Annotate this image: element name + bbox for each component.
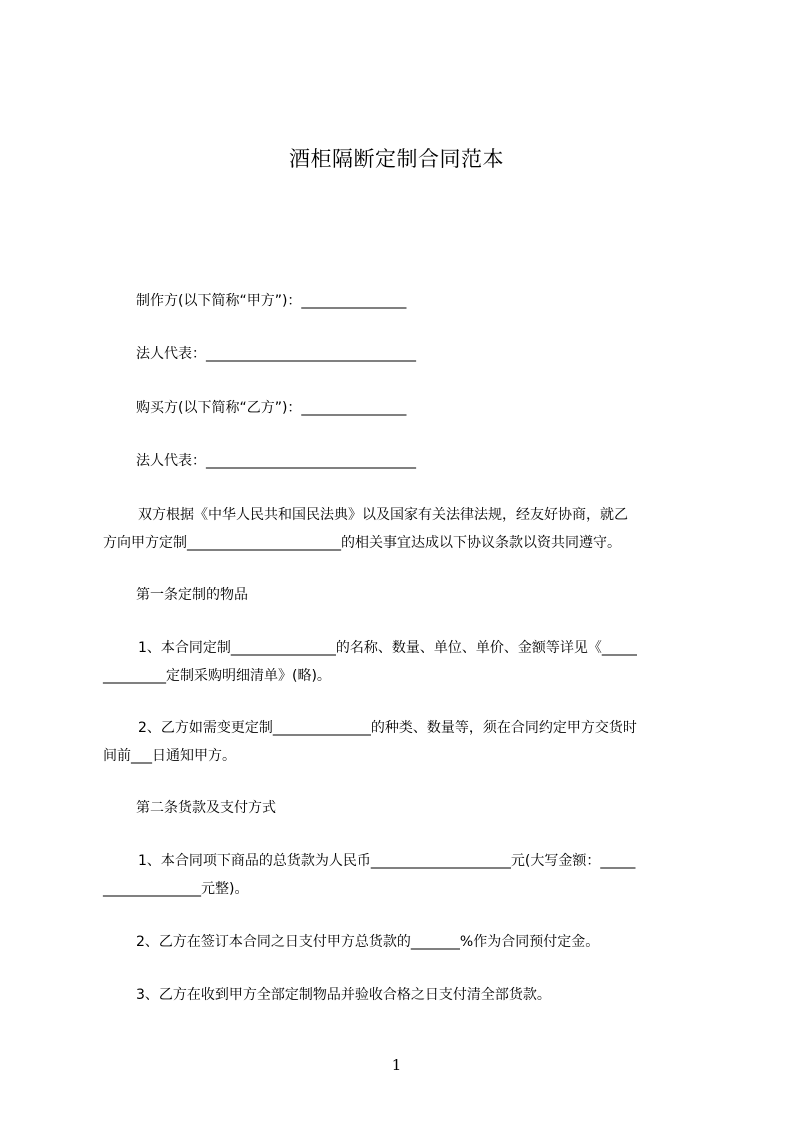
article-2-item-1-line-1: 1、本合同项下商品的总货款为人民币____________________元(大写金额：_____ [138,853,636,869]
article-1-item-2-line-1: 2、乙方如需变更定制______________的种类、数量等，须在合同约定甲方交货时 [138,720,637,736]
party-a-line: 制作方(以下简称“甲方”)：_______________ [136,293,407,309]
article-2-heading: 第二条货款及支付方式 [136,800,276,816]
article-2-item-3: 3、乙方在收到甲方全部定制物品并验收合格之日支付清全部货款。 [136,987,551,1003]
document-title: 酒柜隔断定制合同范本 [289,147,504,171]
party-b-representative-line: 法人代表：______________________________ [136,453,416,469]
intro-paragraph-line-1: 双方根据《中华人民共和国民法典》以及国家有关法律法规，经友好协商，就乙 [138,507,628,523]
article-1-heading: 第一条定制的物品 [136,587,248,603]
article-1-item-2-line-2: 间前___日通知甲方。 [103,748,236,764]
page-number: 1 [391,1056,402,1074]
article-2-item-2: 2、乙方在签订本合同之日支付甲方总货款的_______%作为合同预付定金。 [136,934,600,950]
party-a-representative-line: 法人代表：______________________________ [136,346,416,362]
article-2-item-1-line-2: ______________元整)。 [103,881,249,897]
intro-paragraph-line-2: 方向甲方定制______________________的相关事宜达成以下协议条款以资共同遵守。 [103,535,621,551]
party-b-line: 购买方(以下简称“乙方”)：_______________ [136,400,407,416]
article-1-item-1-line-1: 1、本合同定制_______________的名称、数量、单位、单价、金额等详见《_____ [138,640,637,656]
article-1-item-1-line-2: _________定制采购明细清单》(略)。 [103,668,331,684]
